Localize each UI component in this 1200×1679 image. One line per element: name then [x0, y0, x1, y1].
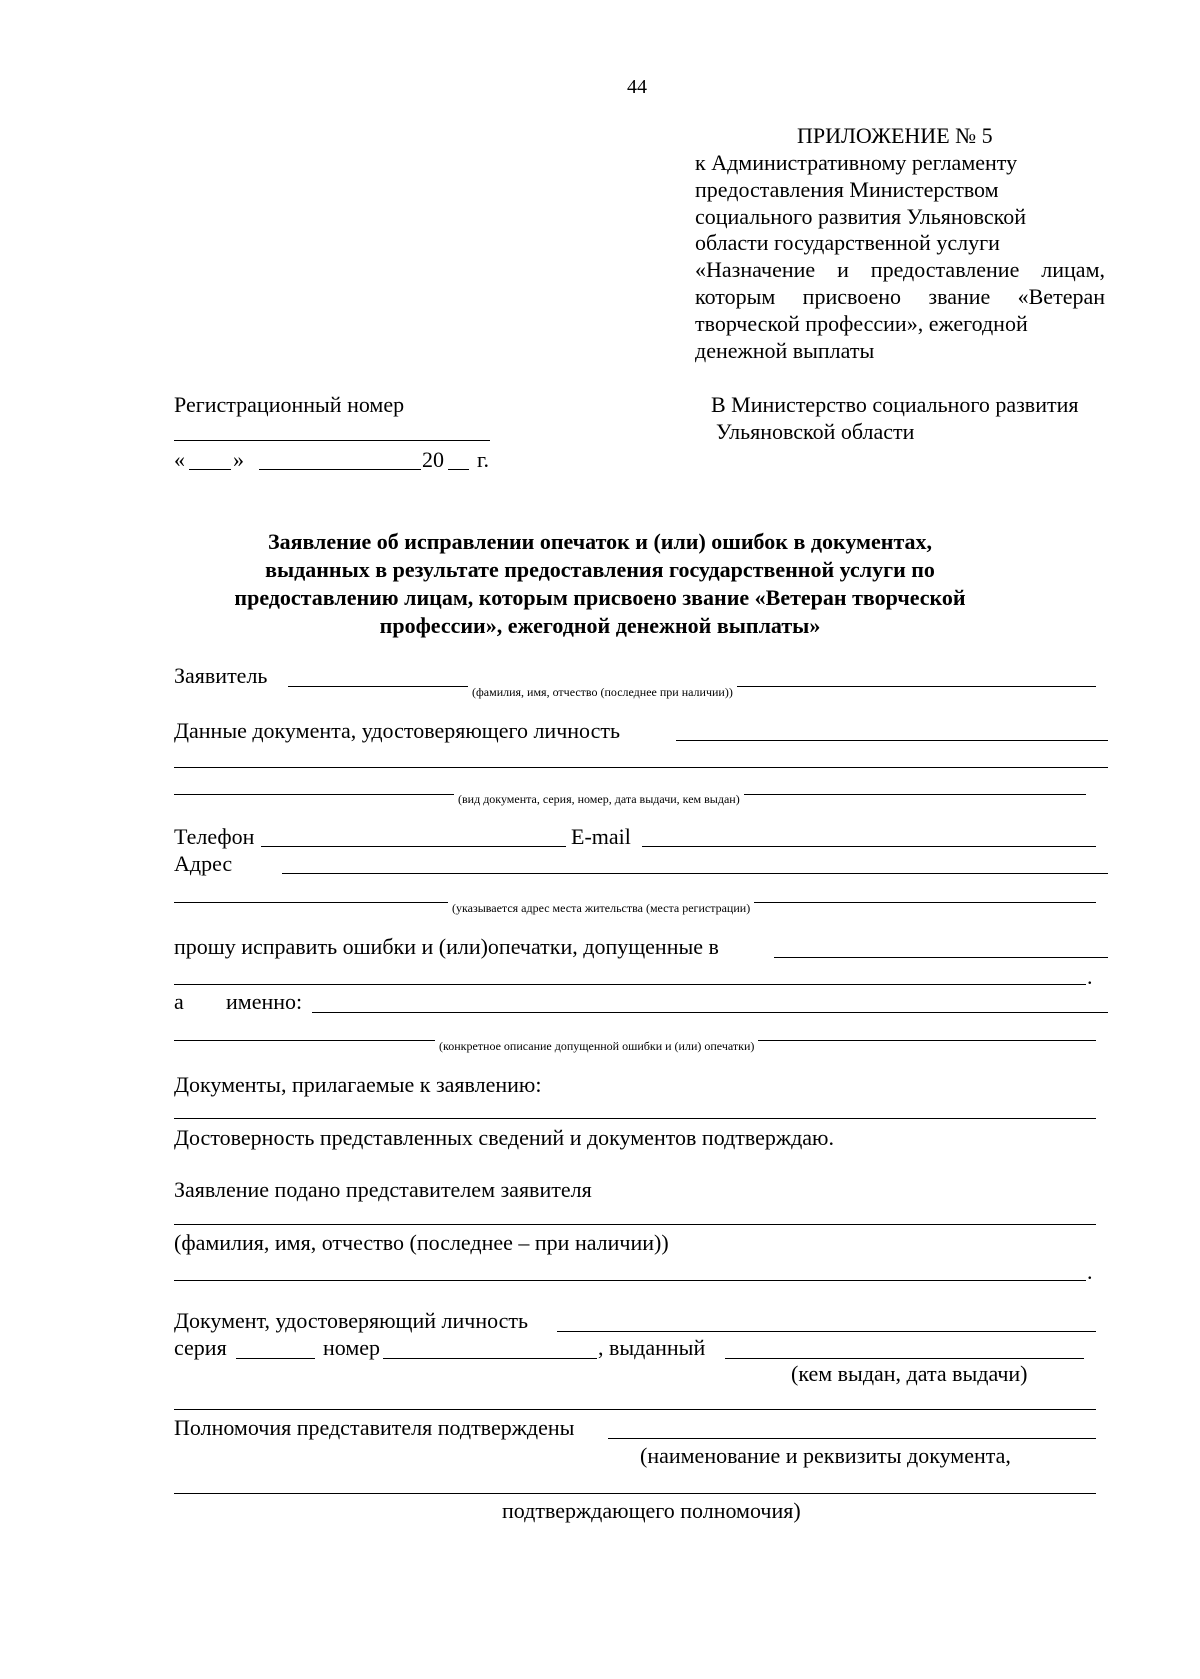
- title-line: предоставлению лицам, которым присвоено звание «Ветеран творческой: [234, 585, 966, 610]
- number-label: номер: [323, 1335, 381, 1360]
- series-input-line[interactable]: [236, 1358, 315, 1359]
- date-year-prefix: 20: [422, 447, 444, 472]
- id-document-hint: (вид документа, серия, номер, дата выдачи, кем выдан): [454, 793, 744, 806]
- series-label: серия: [174, 1335, 227, 1360]
- issued-hint: (кем выдан, дата выдачи): [791, 1361, 1028, 1386]
- date-close-quote: »: [233, 447, 244, 472]
- request-input-line-2[interactable]: [174, 984, 1086, 985]
- application-title: [230, 528, 970, 640]
- attachments-label: Документы, прилагаемые к заявлению:: [174, 1072, 542, 1097]
- appendix-line: социального развития Ульяновской: [695, 203, 1027, 229]
- addressee-line-2: Ульяновской области: [716, 419, 915, 444]
- number-input-line[interactable]: [383, 1358, 597, 1359]
- request-text: прошу исправить ошибки и (или)опечатки, допущенные в: [174, 934, 719, 959]
- email-label: E-mail: [571, 824, 631, 849]
- title-line: выданных в результате предоставления государственной услуги по: [265, 557, 935, 582]
- appendix-line: к Административному регламенту: [695, 150, 1018, 175]
- appendix-line: области государственной услуги: [695, 230, 1000, 256]
- issued-label: , выданный: [598, 1335, 706, 1360]
- authority-hint-2: подтверждающего полномочия): [502, 1498, 801, 1523]
- attachments-input-line[interactable]: [174, 1118, 1096, 1119]
- registration-label: Регистрационный номер: [174, 392, 405, 417]
- issued-input-line[interactable]: [725, 1358, 1084, 1359]
- date-year-line[interactable]: [448, 469, 469, 470]
- representative-text: Заявление подано представителем заявителя: [174, 1177, 592, 1202]
- rep-document-label: Документ, удостоверяющий личность: [174, 1308, 529, 1333]
- addressee-line-1: В Министерство социального развития: [711, 392, 1079, 417]
- request-input-line[interactable]: [774, 957, 1108, 958]
- appendix-text: [695, 150, 1105, 364]
- email-input-line[interactable]: [642, 846, 1096, 847]
- registration-number-line[interactable]: [174, 440, 490, 441]
- phone-label: Телефон: [174, 824, 255, 849]
- address-label: Адрес: [174, 851, 233, 876]
- id-document-input-line[interactable]: [676, 740, 1108, 741]
- id-document-label: Данные документа, удостоверяющего личность: [174, 718, 621, 743]
- description-hint: (конкретное описание допущенной ошибки и (или) опечатки): [435, 1040, 758, 1053]
- applicant-hint: (фамилия, имя, отчество (последнее при наличии)): [468, 686, 737, 699]
- phone-input-line[interactable]: [261, 846, 566, 847]
- appendix-heading: ПРИЛОЖЕНИЕ № 5: [797, 123, 993, 148]
- page-number: 44: [627, 76, 647, 98]
- address-hint: (указывается адрес места жительства (места регистрации): [448, 902, 754, 915]
- namely-a: а: [174, 989, 184, 1014]
- authority-label: Полномочия представителя подтверждены: [174, 1415, 575, 1440]
- rep-document-input-line[interactable]: [557, 1331, 1096, 1332]
- appendix-line: которым присвоено звание «Ветеран: [695, 283, 1105, 309]
- title-line: Заявление об исправлении опечаток и (или) ошибок в документах,: [267, 529, 933, 554]
- namely-input-line[interactable]: [312, 1012, 1108, 1013]
- issued-input-line-2[interactable]: [174, 1409, 1096, 1410]
- appendix-line: творческой профессии», ежегодной: [695, 310, 1028, 336]
- address-input-line[interactable]: [282, 873, 1108, 874]
- date-year-suffix: г.: [477, 447, 490, 472]
- representative-input-line-2[interactable]: [174, 1280, 1086, 1281]
- date-day-line[interactable]: [189, 469, 231, 470]
- authority-input-line-2[interactable]: [174, 1493, 1096, 1494]
- confirmation-text: Достоверность представленных сведений и документов подтверждаю.: [174, 1125, 834, 1150]
- appendix-line: денежной выплаты: [695, 337, 875, 363]
- authority-hint-1: (наименование и реквизиты документа,: [640, 1443, 1011, 1468]
- date-month-line[interactable]: [259, 469, 421, 470]
- namely-label: именно:: [226, 989, 303, 1014]
- request-period: .: [1087, 964, 1093, 989]
- representative-period: .: [1087, 1259, 1093, 1284]
- appendix-line: предоставления Министерством: [695, 176, 999, 202]
- representative-hint: (фамилия, имя, отчество (последнее – при наличии)): [174, 1230, 669, 1255]
- authority-input-line[interactable]: [608, 1438, 1096, 1439]
- appendix-line: «Назначение и предоставление лицам,: [695, 257, 1105, 283]
- applicant-label: Заявитель: [174, 663, 268, 688]
- id-document-input-line-2[interactable]: [174, 767, 1108, 768]
- date-open-quote: «: [174, 447, 185, 472]
- title-line: профессии», ежегодной денежной выплаты»: [379, 613, 821, 638]
- representative-input-line[interactable]: [174, 1224, 1096, 1225]
